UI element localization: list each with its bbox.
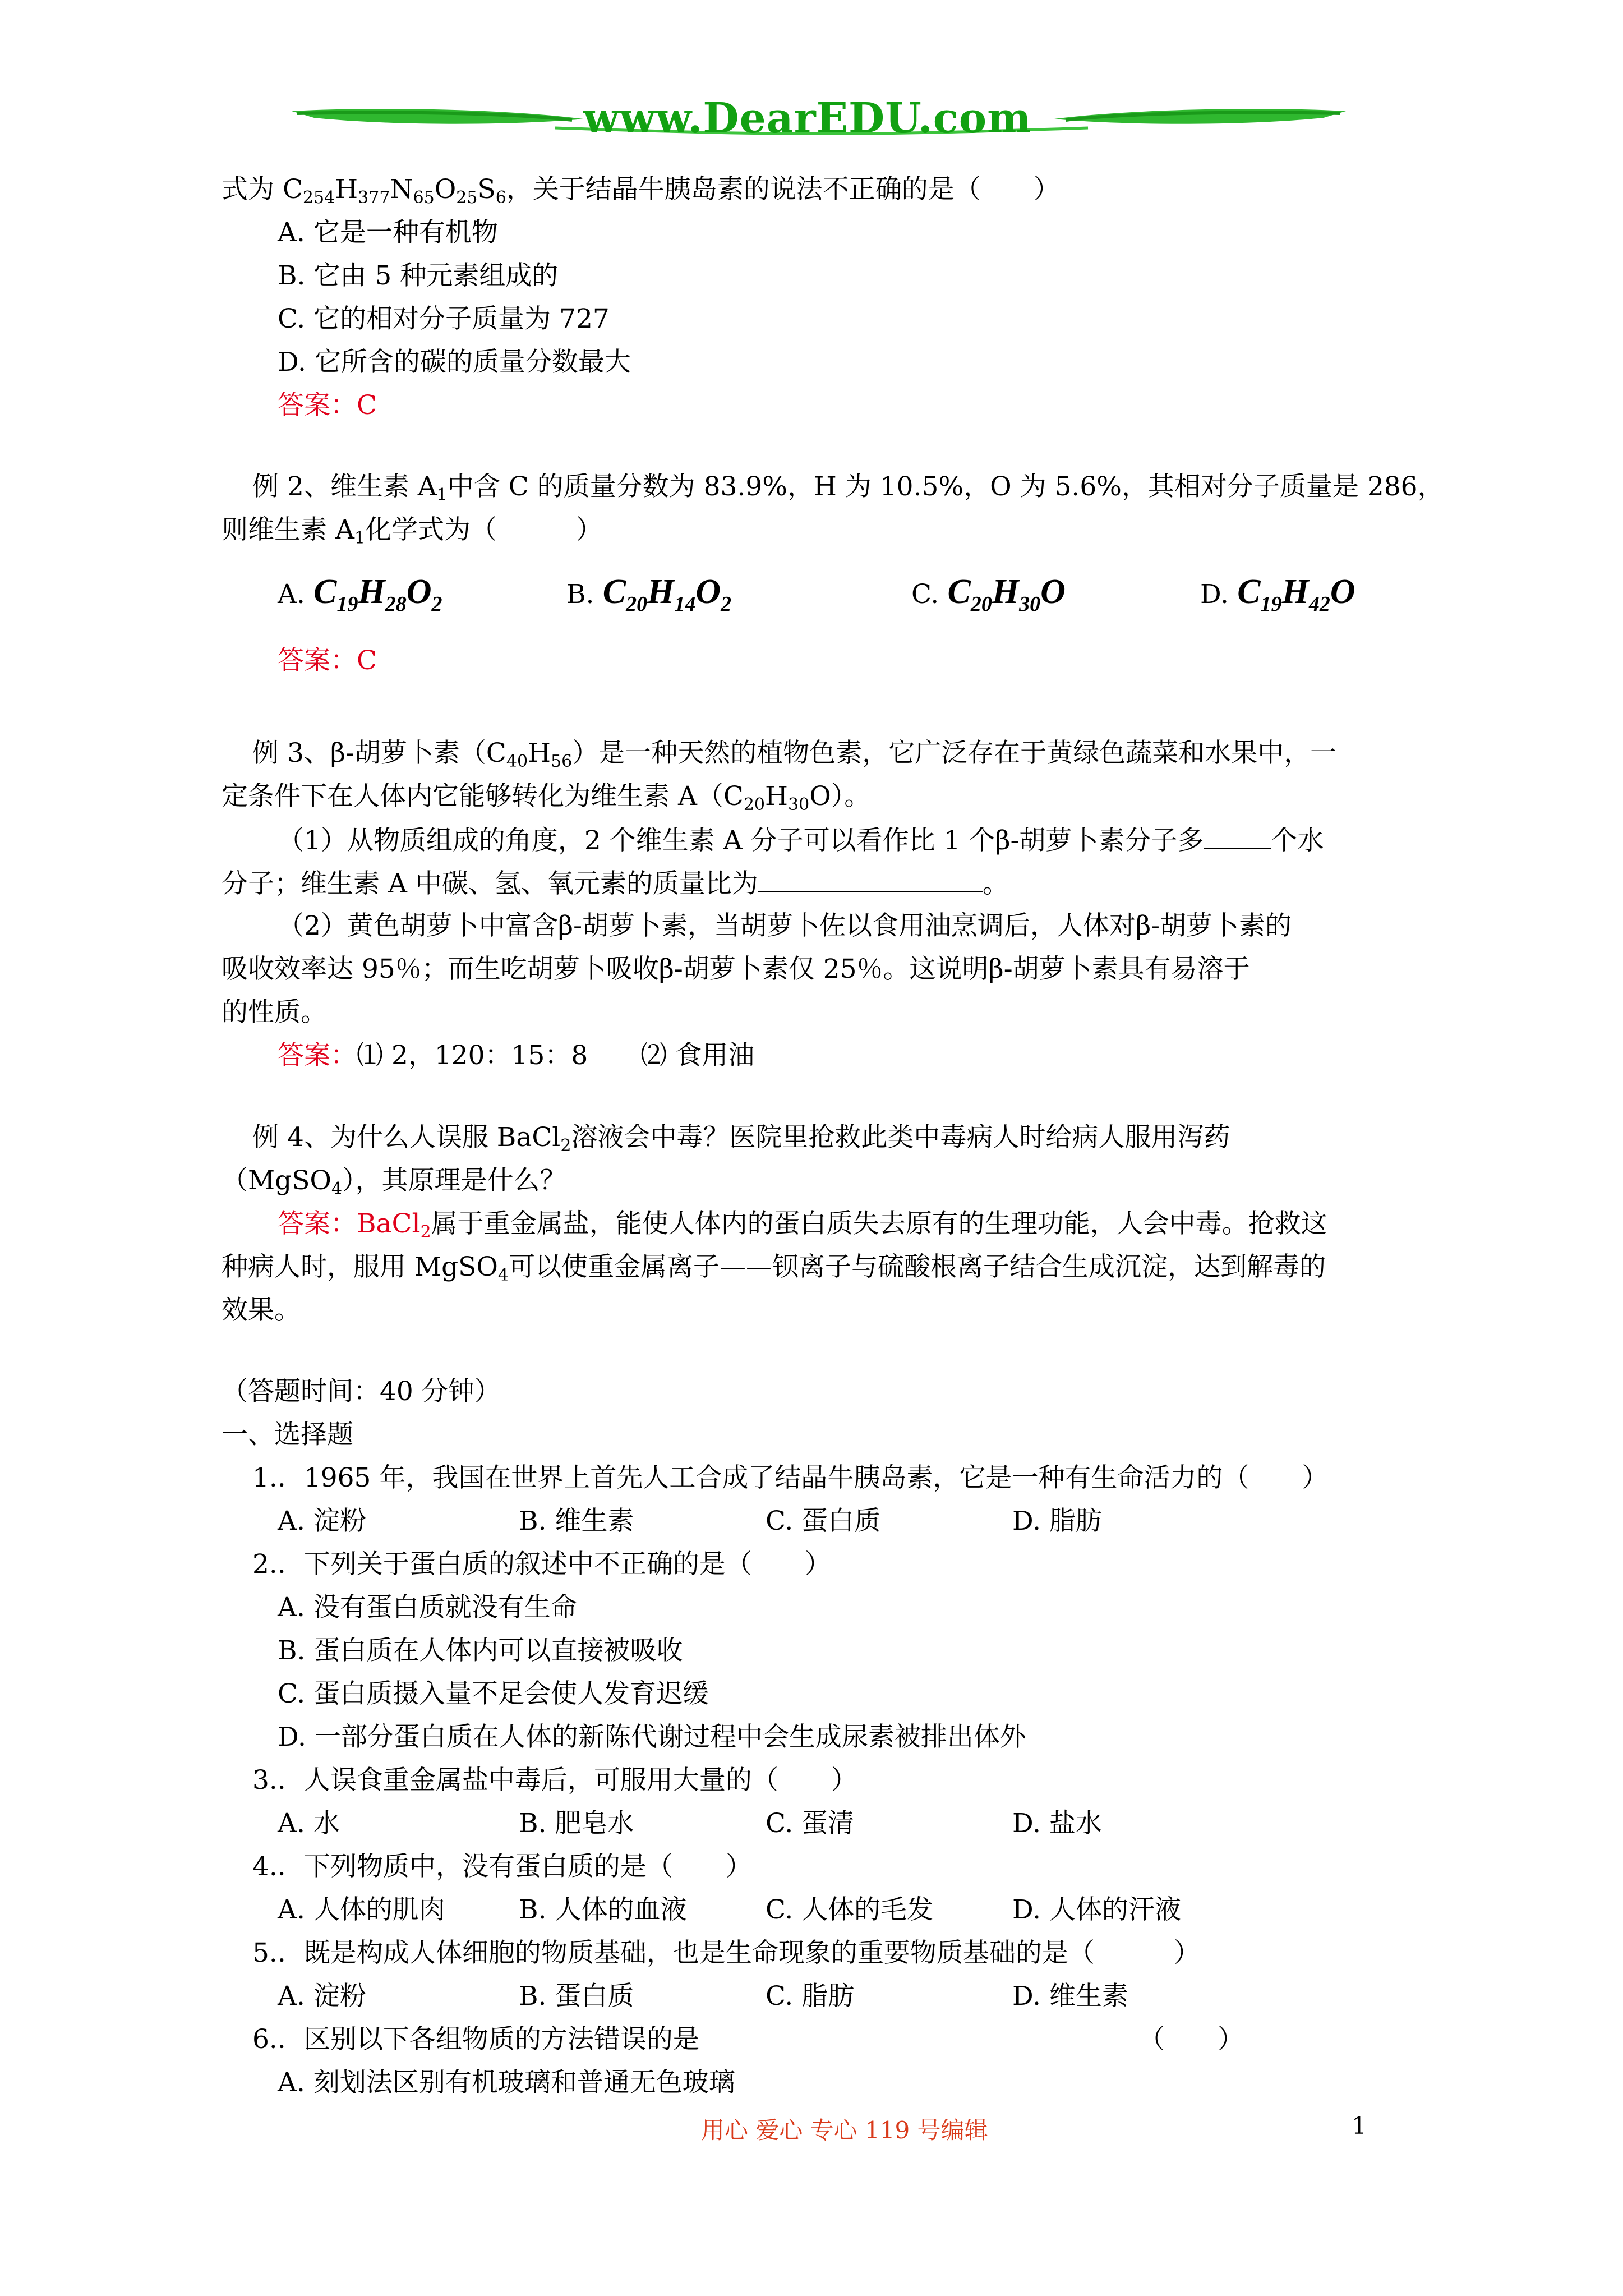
exercise-section-title: 一、选择题 bbox=[222, 1419, 353, 1450]
q1-option-c: C. 蛋白质 bbox=[766, 1506, 881, 1536]
ex4-line-1: 例 4、为什么人误服 BaCl$_2$溶液会中毒？医院里抢救此类中毒病人时给病人服用泻药 bbox=[252, 1122, 1230, 1156]
ex3-line-7: 的性质。 bbox=[222, 997, 327, 1028]
question-3: 3.．人误食重金属盐中毒后，可服用大量的（ ） bbox=[252, 1765, 857, 1796]
question-2: 2.．下列关于蛋白质的叙述中不正确的是（ ） bbox=[252, 1549, 831, 1580]
ex2-line-2: 则维生素 $A_1$化学式为（ ） bbox=[222, 514, 602, 548]
q1-option-d: D. 脂肪 bbox=[1012, 1506, 1102, 1536]
ex2-line-1: 例 2、维生素 $A_1$中含 C 的质量分数为 83.9%，H 为 10.5%，O 为 5.6%，其相对分子质量是 286， bbox=[252, 471, 1444, 505]
q4-option-a: A. 人体的肌肉 bbox=[278, 1894, 445, 1925]
q1-option-b: B. 维生素 bbox=[519, 1506, 634, 1536]
q2-option-b: B. 蛋白质在人体内可以直接被吸收 bbox=[278, 1635, 683, 1666]
ex1-option-d: D. 它所含的碳的质量分数最大 bbox=[278, 347, 631, 378]
ex4-answer-line-2: 种病人时，服用 MgSO$_4$可以使重金属离子——钡离子与硫酸根离子结合生成沉淀，达到解毒的 bbox=[222, 1251, 1326, 1285]
ex4-answer-line-1: 答案：BaCl$_2$属于重金属盐，能使人体内的蛋白质失去原有的生理功能，人会中毒。抢救这 bbox=[278, 1208, 1327, 1242]
ex1-answer: 答案：C bbox=[278, 390, 377, 421]
q3-option-c: C. 蛋清 bbox=[766, 1808, 855, 1839]
question-4: 4.．下列物质中，没有蛋白质的是（ ） bbox=[252, 1851, 752, 1882]
question-6: 6.．区别以下各组物质的方法错误的是 bbox=[252, 2024, 699, 2055]
ex3-line-4: 分子；维生素 A 中碳、氢、氧元素的质量比为 。 bbox=[222, 866, 1009, 901]
ex1-option-c: C. 它的相对分子质量为 727 bbox=[278, 303, 610, 334]
q5-option-d: D. 维生素 bbox=[1012, 1981, 1128, 2012]
question-1: 1.．1965 年，我国在世界上首先人工合成了结晶牛胰岛素，它是一种有生命活力的（ ） bbox=[252, 1462, 1329, 1493]
ex3-blank-2[interactable] bbox=[758, 866, 983, 892]
ex3-blank-1[interactable] bbox=[1204, 823, 1271, 849]
q2-option-d: D. 一部分蛋白质在人体的新陈代谢过程中会生成尿素被排出体外 bbox=[278, 1722, 1026, 1752]
ex4-line-2: （MgSO$_4$），其原理是什么？ bbox=[222, 1165, 566, 1199]
q3-option-b: B. 肥皂水 bbox=[519, 1808, 634, 1839]
ex2-answer: 答案：C bbox=[278, 645, 377, 676]
ex2-option-a: A. $C_{19}H_{28}O_2$ bbox=[278, 573, 442, 616]
ex3-line-1: 例 3、β-胡萝卜素$(C_{40}H_{56})$是一种天然的植物色素，它广泛存在于黄绿色蔬菜和水果中，一 bbox=[252, 738, 1337, 771]
ex3-line-6: 吸收效率达 95％；而生吃胡萝卜吸收β-胡萝卜素仅 25％。这说明β-胡萝卜素具有易溶于 bbox=[222, 954, 1250, 984]
page-number: 1 bbox=[1352, 2112, 1367, 2139]
ex4-answer-line-3: 效果。 bbox=[222, 1295, 301, 1326]
q2-option-a: A. 没有蛋白质就没有生命 bbox=[278, 1592, 577, 1623]
ex2-option-d: D. $C_{19}H_{42}O$ bbox=[1200, 573, 1355, 616]
ex3-line-3: （1）从物质组成的角度，2 个维生素 A 分子可以看作比 1 个β-胡萝卜素分子多 个水 bbox=[278, 823, 1324, 858]
footer-text: 用心 爱心 专心 119 号编辑 bbox=[701, 2116, 988, 2144]
q5-option-c: C. 脂肪 bbox=[766, 1981, 855, 2012]
q3-option-d: D. 盐水 bbox=[1012, 1808, 1102, 1839]
q3-option-a: A. 水 bbox=[278, 1808, 340, 1839]
ex1-option-a: A. 它是一种有机物 bbox=[278, 217, 498, 248]
ex1-stem: 式为 $C_{254}H_{377}N_{65}O_{25}S_6$，关于结晶牛胰岛素的说法不正确的是（ ） bbox=[222, 174, 1060, 208]
ex2-option-b: B. $C_{20}H_{14}O_2$ bbox=[566, 573, 732, 616]
site-logo-text: www.DearEDU.com bbox=[583, 94, 1032, 142]
q1-option-a: A. 淀粉 bbox=[278, 1506, 366, 1536]
q6-option-a: A. 刻划法区别有机玻璃和普通无色玻璃 bbox=[278, 2067, 735, 2098]
ex3-line-2: 定条件下在人体内它能够转化为维生素 $A(C_{20}H_{30}O)$。 bbox=[222, 781, 871, 815]
ex1-option-b: B. 它由 5 种元素组成的 bbox=[278, 260, 559, 291]
ex2-option-c: C. $C_{20}H_{30}O$ bbox=[911, 573, 1066, 616]
exercise-time: （答题时间：40 分钟） bbox=[222, 1376, 501, 1407]
q5-option-b: B. 蛋白质 bbox=[519, 1981, 634, 2012]
question-6-paren: （ ） bbox=[1138, 2024, 1244, 2055]
q4-option-c: C. 人体的毛发 bbox=[766, 1894, 934, 1925]
question-5: 5.．既是构成人体细胞的物质基础，也是生命现象的重要物质基础的是（ ） bbox=[252, 1938, 1200, 1968]
q2-option-c: C. 蛋白质摄入量不足会使人发育迟缓 bbox=[278, 1678, 709, 1709]
q4-option-b: B. 人体的血液 bbox=[519, 1894, 687, 1925]
ex3-answer: 答案：⑴ 2，120：15：8 ⑵ 食用油 bbox=[278, 1040, 755, 1071]
ex3-line-5: （2）黄色胡萝卜中富含β-胡萝卜素，当胡萝卜佐以食用油烹调后，人体对β-胡萝卜素的 bbox=[278, 910, 1292, 941]
q4-option-d: D. 人体的汗液 bbox=[1012, 1894, 1181, 1925]
q5-option-a: A. 淀粉 bbox=[278, 1981, 366, 2012]
